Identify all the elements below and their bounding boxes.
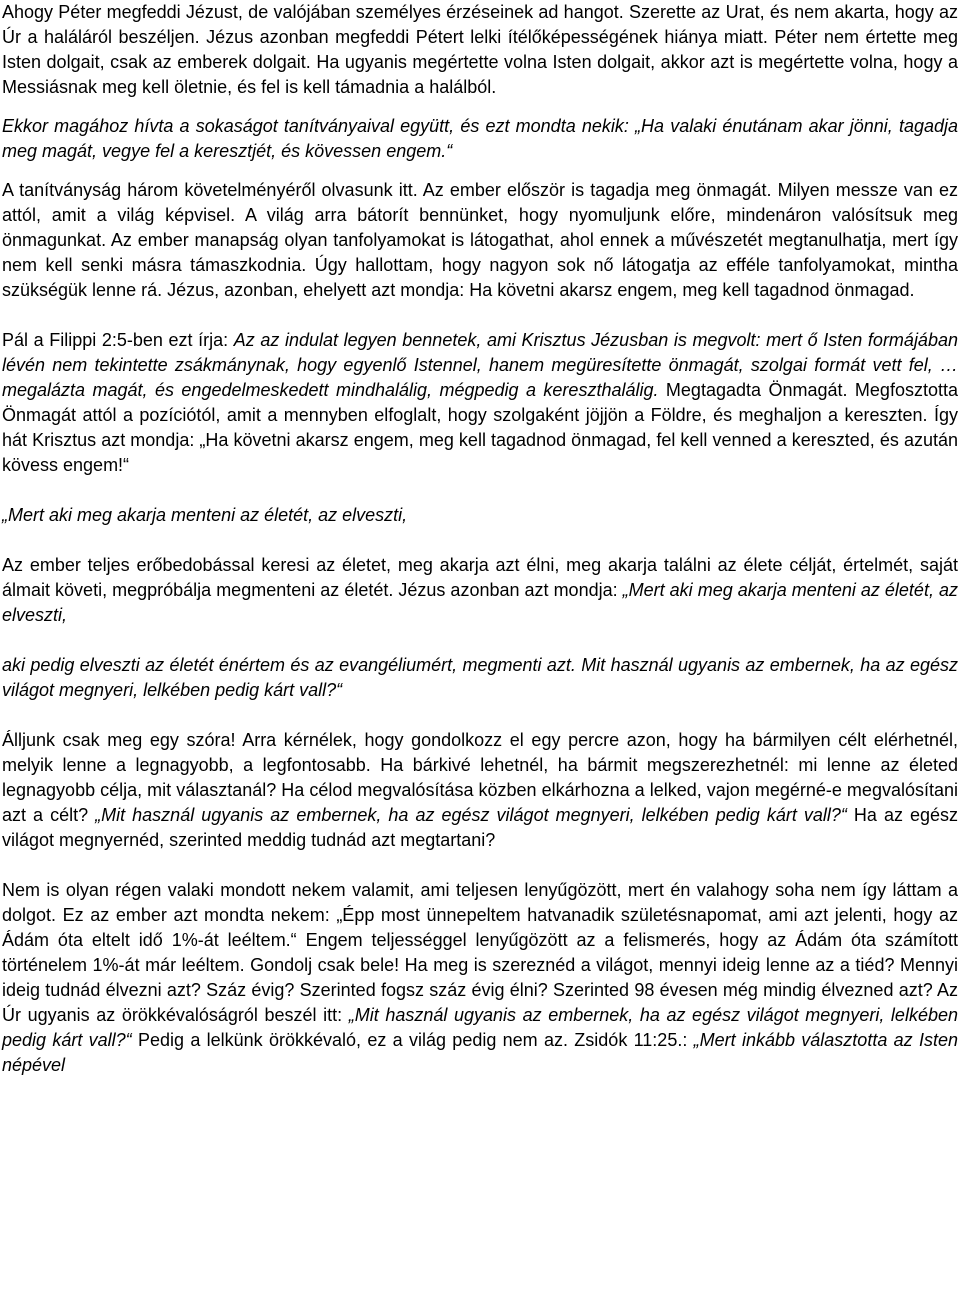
- paragraph-6-span-2: „Mert aki meg akarja menteni az életét, az elveszti,: [2, 580, 958, 625]
- paragraph-4-span-2: Az az indulat legyen bennetek, ami Krisztus Jézusban is megvolt: mert ő Isten formájában lévén nem tekintette zsákmánynak, hogy egyenlő Istennel, hanem megüresítette önmagát, szolgai formát vett fel, … megalázta magát, és engedelmeskedett mindhalálig, mégpedig a kereszthalálig.: [2, 330, 958, 400]
- paragraph-4: [2, 328, 958, 478]
- paragraph-8-span-2: „Mit használ ugyanis az embernek, ha az egész világot megnyeri, lelkében pedig kárt vall?“: [95, 805, 847, 825]
- paragraph-5-text: „Mert aki meg akarja menteni az életét, az elveszti,: [2, 505, 408, 525]
- paragraph-6: [2, 553, 958, 628]
- paragraph-9: [2, 878, 958, 1078]
- paragraph-8: [2, 728, 958, 853]
- paragraph-8-span-1: Álljunk csak meg egy szóra! Arra kérnélek, hogy gondolkozz el egy percre azon, hogy ha bármilyen célt elérhetnél, melyik lenne a legnagyobb, a legfontosabb. Ha bárkivé lehetnél, ha bármit megszerezhetnél: mi lenne az életed legnagyobb célja, mit választanál? Ha célod megvalósítása közben elkárhozna a lelked, vajon megérné-e megvalósítani azt a célt?: [2, 730, 958, 825]
- paragraph-9-span-2: „Mit használ ugyanis az embernek, ha az egész világot megnyeri, lelkében pedig kárt vall?“: [2, 1005, 958, 1050]
- paragraph-8-span-3: Ha az egész világot megnyernéd, szerinted meddig tudnád azt megtartani?: [2, 805, 959, 850]
- document-page: [2, 0, 958, 1078]
- paragraph-3-text: A tanítványság három követelményéről olvasunk itt. Az ember először is tagadja meg önmagát. Milyen messze van ez attól, amit a világ képvisel. A világ arra bátorít bennünket, hogy nyomuljunk előre, mindenáron valósítsuk meg önmagunkat. Az ember manapság olyan tanfolyamokat is látogathat, ahol ennek a művészetét megtanulhatja, mert így nem kell senki másra támaszkodnia. Úgy hallottam, hogy nagyon sok nő látogatja az efféle tanfolyamokat, mintha szükségük lenne rá. Jézus, azonban, ehelyett azt mondja: Ha követni akarsz engem, meg kell tagadnod önmagad.: [2, 180, 958, 300]
- paragraph-1-text: Ahogy Péter megfeddi Jézust, de valójában személyes érzéseinek ad hangot. Szerette az Urat, és nem akarta, hogy az Úr a haláláról beszéljen. Jézus azonban megfeddi Pétert lelki ítélőképességének hiánya miatt. Péter nem értette meg Isten dolgait, csak az emberek dolgait. Ha ugyanis megértette volna Isten dolgait, akkor azt is megértette volna, hogy a Messiásnak meg kell öletnie, és fel is kell támadnia a halálból.: [2, 2, 958, 97]
- paragraph-2-quote: [2, 114, 958, 164]
- paragraph-9-span-3: Pedig a lelkünk örökkévaló, ez a világ pedig nem az. Zsidók 11:25.:: [131, 1030, 694, 1050]
- paragraph-9-span-1: Nem is olyan régen valaki mondott nekem valamit, ami teljesen lenyűgözött, mert én valahogy soha nem így láttam a dolgot. Ez az ember azt mondta nekem: „Épp most ünnepeltem hatvanadik születésnapomat, ami azt jelenti, hogy az Ádám óta eltelt idő 1%-át leéltem.“ Engem teljességgel lenyűgözött az a felismerés, hogy az Ádám óta számított történelem 1%-át már leéltem. Gondolj csak bele! Ha meg is szereznéd a világot, mennyi ideig lenne az a tiéd? Mennyi ideig tudnád élvezni azt? Száz évig? Szerinted fogsz száz évig élni? Szerinted 98 évesen még mindig élvezned azt? Az Úr ugyanis az örökkévalóságról beszél itt:: [2, 880, 958, 1025]
- paragraph-7-text: aki pedig elveszti az életét énértem és az evangéliumért, megmenti azt. Mit használ ugyanis az embernek, ha az egész világot megnyeri, lelkében pedig kárt vall?“: [2, 655, 958, 700]
- paragraph-1: [2, 0, 958, 100]
- paragraph-3: [2, 178, 958, 303]
- paragraph-4-span-1: Pál a Filippi 2:5-ben ezt írja:: [2, 330, 234, 350]
- paragraph-6-span-1: Az ember teljes erőbedobással keresi az életet, meg akarja azt élni, meg akarja találni az élete célját, értelmét, saját álmait követi, megpróbálja megmenteni az életét. Jézus azonban azt mondja:: [2, 555, 958, 600]
- paragraph-5-quote: [2, 503, 958, 528]
- paragraph-4-span-3: Megtagadta Önmagát. Megfosztotta Önmagát attól a pozíciótól, amit a mennyben elfoglalt, hogy szolgaként jöjjön a Földre, és meghaljon a kereszten. Így hát Krisztus azt mondja: „Ha követni akarsz engem, meg kell tagadnod önmagad, fel kell venned a kereszted, és azután kövess engem!“: [2, 380, 958, 475]
- paragraph-7-quote: [2, 653, 958, 703]
- paragraph-9-span-4: „Mert inkább választotta az Isten népével: [2, 1030, 958, 1075]
- paragraph-2-text: Ekkor magához hívta a sokaságot tanítványaival együtt, és ezt mondta nekik: „Ha valaki énutánam akar jönni, tagadja meg magát, vegye fel a keresztjét, és kövessen engem.“: [2, 116, 958, 161]
